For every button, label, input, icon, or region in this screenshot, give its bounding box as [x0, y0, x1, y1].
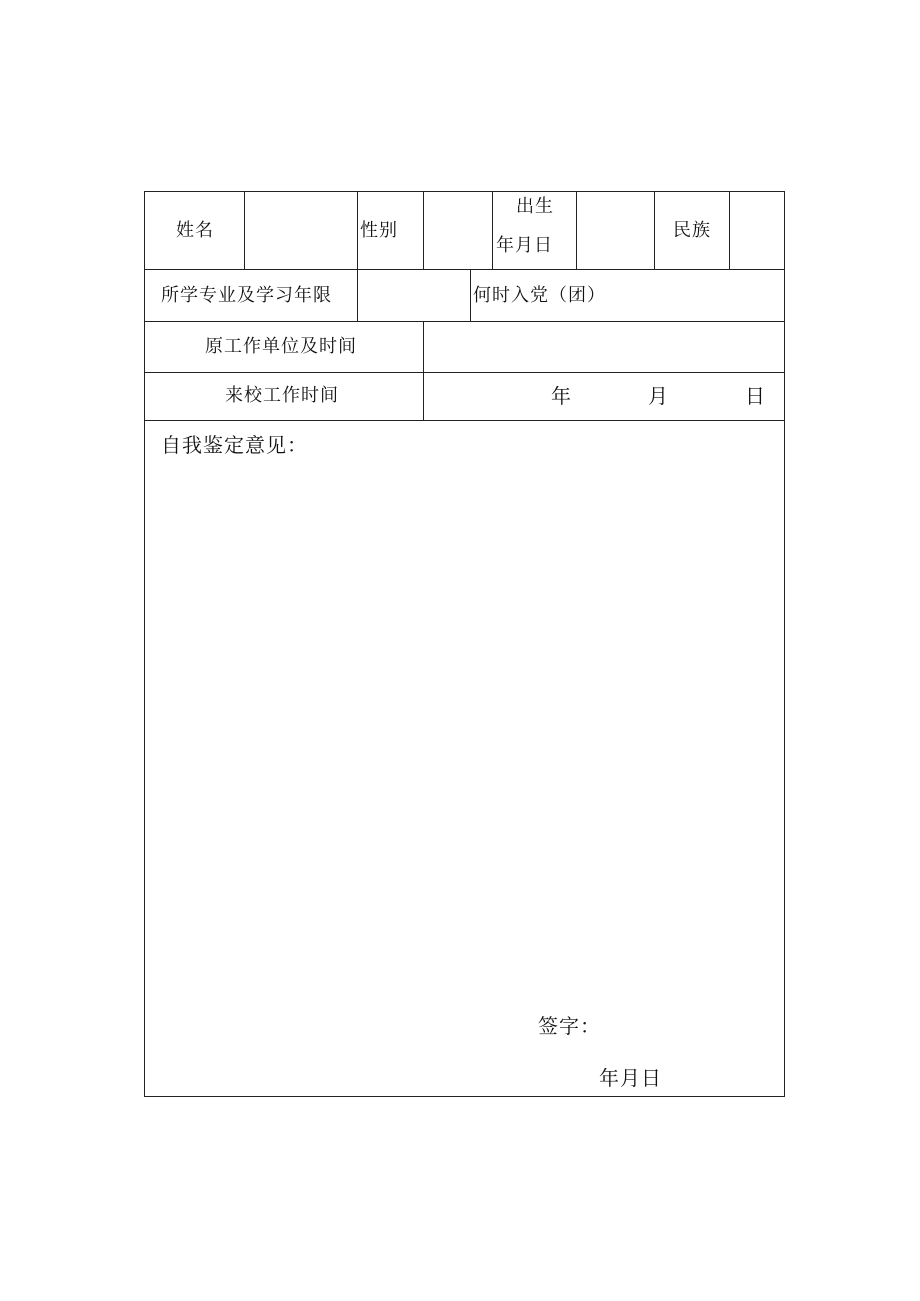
major-duration-field[interactable] — [358, 270, 469, 320]
gender-label: 性别 — [360, 220, 398, 241]
school-start-year-label: 年 — [551, 384, 572, 408]
ethnicity-field[interactable] — [730, 193, 784, 268]
previous-work-label: 原工作单位及时间 — [205, 336, 357, 357]
name-label: 姓名 — [176, 220, 214, 241]
party-join-label: 何时入党（团） — [473, 285, 606, 306]
column-divider — [654, 192, 655, 269]
previous-work-field[interactable] — [424, 322, 784, 371]
self-evaluation-form — [144, 191, 785, 1097]
birth-date-label-line2: 年月日 — [496, 235, 553, 256]
column-divider — [492, 192, 493, 269]
school-start-month-label: 月 — [648, 384, 669, 408]
ethnicity-label: 民族 — [673, 220, 711, 241]
row-divider — [145, 420, 784, 421]
signature-label: 签字： — [538, 1014, 601, 1038]
major-duration-label: 所学专业及学习年限 — [161, 285, 332, 306]
signature-date-label: 年月日 — [599, 1066, 662, 1090]
name-field[interactable] — [245, 193, 356, 268]
school-start-date-field[interactable] — [424, 373, 784, 419]
birth-date-label-line1: 出生 — [516, 196, 554, 217]
school-start-day-label: 日 — [745, 384, 766, 408]
column-divider — [357, 192, 358, 269]
gender-field[interactable] — [424, 193, 491, 268]
birth-date-field[interactable] — [577, 193, 653, 268]
self-evaluation-textarea[interactable] — [146, 464, 783, 1004]
column-divider — [470, 269, 471, 321]
signature-field[interactable] — [600, 1010, 770, 1042]
school-start-label: 来校工作时间 — [225, 385, 339, 406]
self-evaluation-label: 自我鉴定意见： — [161, 433, 308, 457]
